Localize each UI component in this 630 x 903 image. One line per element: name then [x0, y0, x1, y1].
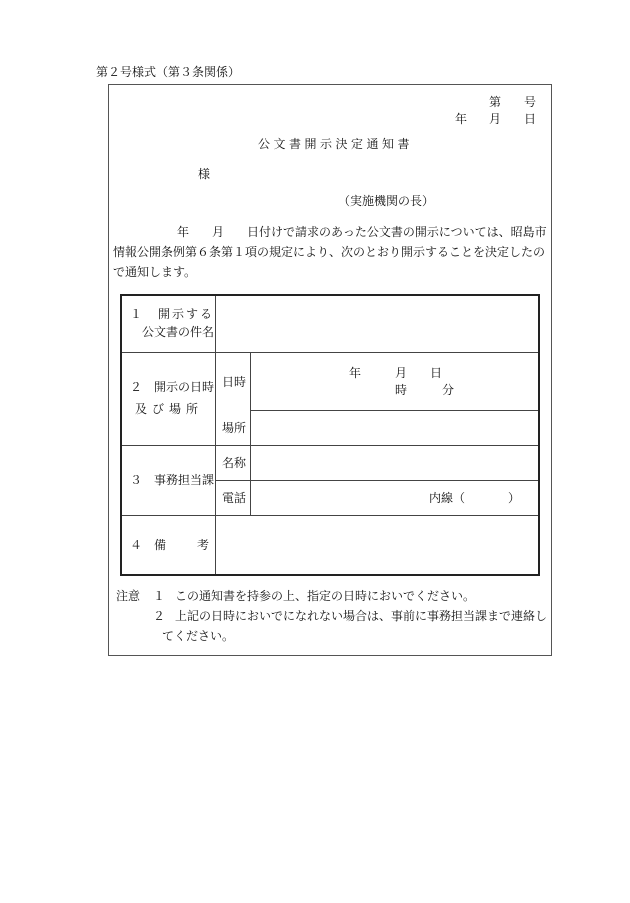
row-divider: [215, 480, 538, 481]
extension-close: ）: [508, 491, 521, 505]
note-2-number: ２: [153, 609, 166, 623]
note-1-number: １: [153, 589, 166, 603]
datetime-year: 年: [349, 366, 362, 380]
row4-label-right: 考: [197, 538, 210, 552]
body-line-1: 日付けで請求のあった公文書の開示については、昭島市: [247, 225, 547, 239]
note-2-text-line1: 上記の日時においでになれない場合は、事前に事務担当課まで連絡し: [175, 609, 548, 623]
datetime-hour: 時: [395, 383, 408, 397]
note-2-text-line2: てください。: [162, 629, 235, 643]
document-title: 公文書開示決定通知書: [258, 137, 414, 151]
number-prefix: 第: [489, 95, 502, 109]
form-header: 第２号様式（第３条関係）: [96, 65, 241, 79]
date-day: 日: [524, 112, 537, 126]
addressee-suffix: 様: [198, 167, 211, 181]
extension-open: 内線（: [429, 491, 466, 505]
row2-label-line1: ２ 開示の日時: [130, 380, 215, 394]
row3-sub-name: 名称: [222, 456, 247, 470]
row4-label-left: ４ 備: [130, 538, 167, 552]
row1-label-line1: １ 開示する: [130, 307, 215, 321]
issuer: （実施機関の長）: [338, 194, 435, 208]
row-divider: [250, 410, 538, 411]
datetime-day: 日: [430, 366, 443, 380]
row3-label: ３ 事務担当課: [130, 473, 215, 487]
row-divider: [122, 445, 538, 446]
body-year: 年: [177, 225, 190, 239]
datetime-minute: 分: [442, 383, 455, 397]
row-divider: [122, 515, 538, 516]
body-month: 月: [212, 225, 225, 239]
column-divider: [250, 445, 251, 515]
date-month: 月: [489, 112, 502, 126]
row2-label-line2: 及び場所: [135, 402, 204, 416]
row-divider: [122, 352, 538, 353]
notes-label: 注意: [116, 589, 141, 603]
date-year: 年: [455, 112, 468, 126]
body-line-3: で通知します。: [113, 265, 197, 279]
row1-label-line2: 公文書の件名: [142, 325, 215, 339]
column-divider: [215, 296, 216, 574]
row3-sub-phone: 電話: [222, 491, 247, 505]
datetime-month: 月: [395, 366, 408, 380]
column-divider: [250, 352, 251, 445]
row2-sub-place: 場所: [222, 421, 247, 435]
number-suffix: 号: [524, 95, 537, 109]
note-1-text: この通知書を持参の上、指定の日時においでください。: [175, 589, 476, 603]
body-line-2: 情報公開条例第６条第１項の規定により、次のとおり開示することを決定したの: [113, 245, 546, 259]
row2-sub-datetime: 日時: [222, 375, 247, 389]
